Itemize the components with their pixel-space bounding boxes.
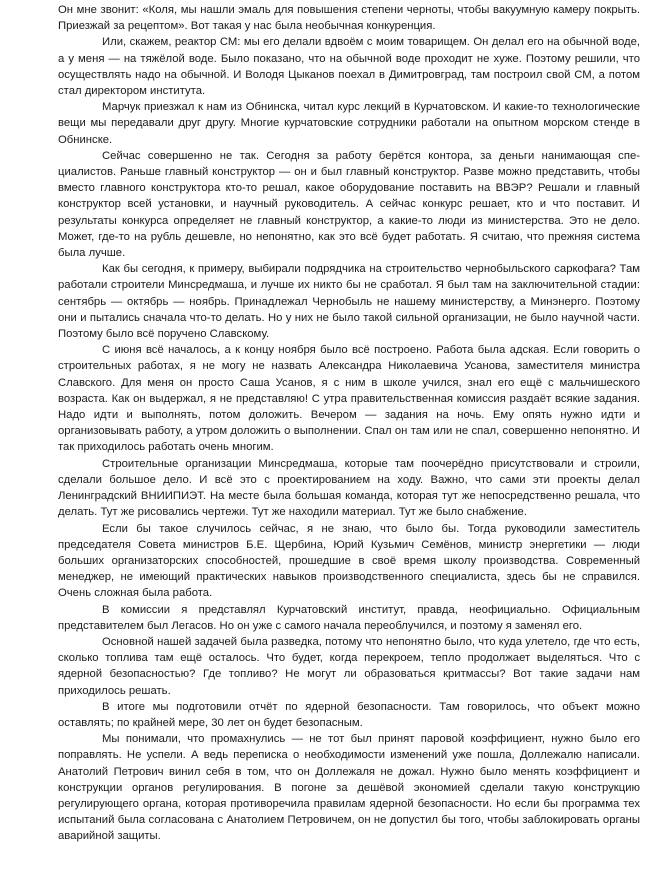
paragraph-12: Мы понимали, что промахнулись — не тот был принят паровой коэффициент, нужно было его поправлять. Не успели. А ведь переписка о необходимости изменений уже пошла, Доллежалю написали. Анатолий Петрович винил себя в том, что он Доллежаля не дожал. Нужно было менять коэффициент и конструкции органов регулирования. В погоне за дешёвой экономией сделали такую конструкцию регулирующего органа, которая противоречила правилам ядерной безопасности. Но если бы программа тех испытаний была согласована с Анатолием Петровичем, он не допустил бы того, чтобы заблокировать органы аварийной защиты. [58, 733, 640, 843]
paragraph-7: Строительные организации Минсредмаша, которые там поочерёдно присутствовали и строили, сделали большое дело. И всё это с проектированием на ходу. Важно, что сами эти проекты делал Ленинградский ВНИИПИЭТ. На месте была большая команда, которая тут же непосредственно решала, что делать. Тут же рисовались чертежи. Тут же находили материал. Тут же было снабжение. [58, 457, 640, 519]
paragraph-11: В итоге мы подготовили отчёт по ядерной безопасности. Там говорилось, что объект можно оставлять; по крайней мере, 30 лет он будет безопасным. [58, 700, 640, 729]
paragraph-2: Или, скажем, реактор СМ: мы его делали вдвоём с моим товарищем. Он делал его на обычной воде, а у меня — на тяжёлой воде. Было показано, что на обычной воде проходит не хуже. Поэтому решили, что осуществлять надо на обычной. И Володя Цыканов поехал в Димитровград, там построил свой СМ, а потом стал директором института. [58, 36, 640, 98]
paragraph-1: Он мне звонит: «Коля, мы нашли эмаль для повышения степени черноты, чтобы вакуумную камеру покрыть. Приезжай за рецептом». Вот такая у нас была необычная конкуренция. [58, 4, 640, 33]
paragraph-10: Основной нашей задачей была разведка, потому что непонятно было, что куда улетело, где что есть, сколько топлива там ещё осталось. Что будет, когда перекроем, тепло продолжает выделяться. Что с ядерной безопасностью? Где топливо? Не могут ли образоваться критмассы? Вот такие задачи нам приходилось решать. [58, 635, 640, 697]
paragraph-6: С июня всё началось, а к концу ноября было всё построено. Работа была адская. Если говорить о строительных работах, я не могу не назвать Александра Николаевича Усанова, заместителя министра Славского. Для меня он просто Саша Усанов, я с ним в школе учился, знал его ещё с мальчишеского возраста. Как он выдержал, я не представляю! С утра правительственная комиссия раздаёт всякие задания. Надо идти и выполнять, потом доложить. Вечером — задания на ночь. Ему опять нужно идти и организовывать работу, а утром доложить о выполнении. Спал он там или не спал, совершенно непонятно. И так приходилось работать очень многим. [58, 344, 640, 454]
paragraph-4: Сейчас совершенно не так. Сегодня за работу берётся контора, за деньги нанимающая специалистов. Раньше главный конструктор — он и был главный конструктор. Разве можно представить, чтобы вместо главного конструктора кто-то решал, какое оборудование поставить на ВВЭР? Решали и главный конструктор всей установки, и научный руководитель. А сейчас конкурс решает, кто и что поставит. И результаты конкурса определяет не главный конструктор, а какие-то люди из министерства. Это не дело. Может, где-то на рубль дешевле, но непонятно, как это всё будет работать. Я считаю, что прежняя система была лучше. [58, 149, 640, 260]
paragraph-9: В комиссии я представлял Курчатовский институт, правда, неофициально. Официальным представителем был Легасов. Но он уже с самого начала переоблучился, и поэтому я заменял его. [58, 603, 640, 632]
paragraph-8: Если бы такое случилось сейчас, я не знаю, что было бы. Тогда руководили заместитель председателя Совета министров Б.Е. Щербина, Юрий Кузьмич Семёнов, министр энергетики — люди больших организаторских способностей, прошедшие в своё время школу производства. Современный менеджер, не имеющий практических навыков производственного специалиста, здесь бы не справился. Очень сложная была работа. [58, 522, 640, 600]
paragraph-3: Марчук приезжал к нам из Обнинска, читал курс лекций в Курчатовском. И какие-то технологические вещи мы передавали друг другу. Многие курчатовские сотрудники работали на опытном морском стенде в Обнинске. [58, 101, 640, 146]
paragraph-5: Как бы сегодня, к примеру, выбирали подрядчика на строительство чернобыльского саркофага? Там работали строители Минсредмаша, и лучше их никто бы не сработал. Я был там на заключительной стадии: сентябрь — октябрь — ноябрь. Принадлежал Чернобыль не нашему министерству, а Минэнерго. Поэтому они и пытались сначала что-то делать. Но у них не было такой сильной организации, не было научной части. Поэтому было всё поручено Славскому. [58, 263, 640, 341]
